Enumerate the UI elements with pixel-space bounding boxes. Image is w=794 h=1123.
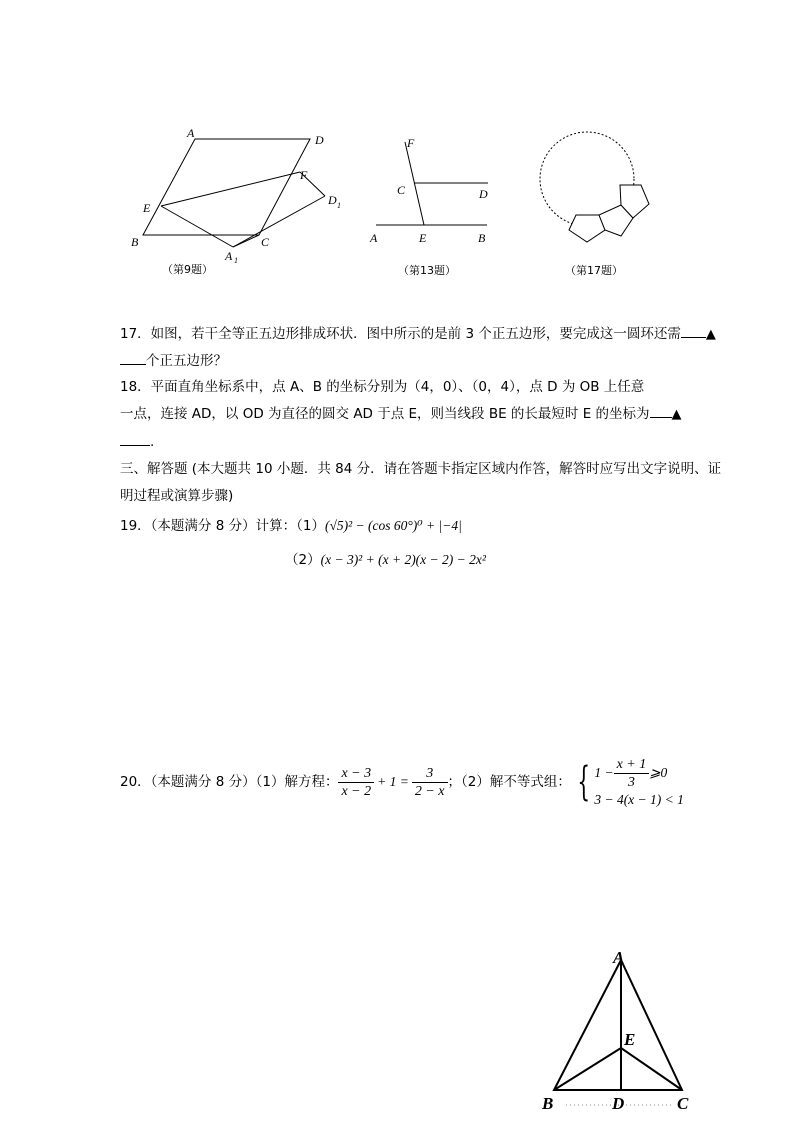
q20-separator: ；（2）解不等式组： — [447, 774, 571, 790]
q18-line1: 18．平面直角坐标系中，点 A、B 的坐标分别为（4，0）、（0，4），点 D 为 OB 上任意 — [120, 379, 645, 395]
system-brace: { — [577, 759, 590, 805]
figure-17 — [535, 128, 655, 258]
section-3-heading-cont: 明过程或演算步骤) — [120, 488, 234, 504]
segment-ea1 — [161, 206, 233, 247]
segment-a1c — [233, 235, 259, 247]
q20-head: 20．（本题满分 8 分）（1）解方程： — [120, 774, 339, 790]
question-19-part-2 — [285, 551, 486, 569]
fraction-denominator: 2 − x — [414, 783, 445, 799]
q20-equation-middle: + 1 = — [377, 774, 409, 789]
triangle-figure — [540, 945, 700, 1115]
label-f: F — [407, 136, 415, 150]
q17-line2 — [120, 352, 227, 370]
q19-sub2: （2） — [285, 552, 321, 568]
segment-ef — [161, 172, 300, 206]
label-e: E — [419, 231, 427, 245]
inequality-2: 3 − 4(x − 1) < 1 — [594, 791, 684, 807]
label-d1-sub: 1 — [337, 201, 341, 210]
triangle-abc — [554, 960, 682, 1090]
label-a: A — [187, 126, 195, 140]
question-20 — [120, 756, 684, 807]
q20-fraction-1 — [338, 765, 374, 800]
label-b: B — [131, 235, 139, 249]
label-d: D — [315, 133, 324, 147]
q17-line1: 17．如图，若干全等正五边形排成环状．图中所示的是前 3 个正五边形，要完成这一圆环还需 — [120, 326, 681, 342]
q20-fraction-2 — [412, 765, 448, 800]
question-19 — [120, 517, 462, 535]
label-a: A — [370, 231, 378, 245]
q18-blank-end — [650, 405, 672, 418]
section-3-heading: 三、解答题 (本大题共 10 小题．共 84 分．请在答题卡指定区域内作答，解答时应写出文字说明、证 — [120, 461, 722, 477]
label-b: B — [478, 231, 486, 245]
caption-fig13: （第13题） — [398, 264, 456, 277]
fraction-denominator: x − 2 — [341, 783, 372, 799]
inequality-1-fraction — [614, 756, 650, 791]
q19-expression-1: (√5)² − (cos 60°)⁰ + |−4| — [324, 518, 462, 533]
label-c: C — [397, 183, 406, 197]
segment-a1d1 — [233, 196, 325, 247]
q18-line3 — [120, 433, 154, 451]
pentagon-1 — [569, 215, 605, 242]
parallelogram-abcd — [143, 139, 310, 235]
inequality-1 — [594, 756, 684, 791]
label-a1: A — [225, 249, 233, 263]
caption-fig9: （第9题） — [162, 263, 213, 276]
q17-line2-text: 个正五边形？ — [146, 353, 227, 369]
q18-line3-text: . — [150, 434, 155, 450]
q18-line2-text: 一点，连接 AD，以 OD 为直径的圆交 AD 于点 E，则当线段 BE 的长最短时 E 的坐标为 — [120, 406, 650, 422]
label-d: D — [479, 187, 488, 201]
answer-marker: ▲ — [705, 327, 716, 342]
fraction-numerator: 3 — [412, 765, 448, 783]
label-e: E — [143, 201, 151, 215]
figure-13 — [362, 130, 502, 250]
label-e: E — [624, 1030, 636, 1049]
q18-blank-start — [120, 433, 150, 446]
q17-blank-end — [681, 325, 706, 338]
fraction-denominator: 3 — [627, 774, 635, 790]
answer-marker: ▲ — [671, 407, 682, 422]
inequality-1-suffix: ⩾0 — [649, 765, 668, 780]
label-a: A — [613, 948, 625, 967]
figure-9 — [125, 122, 355, 282]
inequality-system — [594, 756, 684, 809]
label-d: D — [612, 1094, 625, 1113]
caption-fig17: （第17题） — [565, 264, 623, 277]
label-d1: D — [328, 193, 337, 207]
label-c: C — [261, 235, 270, 249]
q17-blank-start — [120, 352, 146, 365]
label-f: F — [300, 168, 308, 182]
q19-head: 19．（本题满分 8 分）计算：（1） — [120, 518, 325, 534]
label-b: B — [542, 1094, 554, 1113]
inequality-1-prefix: 1 − — [594, 765, 614, 780]
label-c: C — [677, 1094, 689, 1113]
fraction-numerator: x + 1 — [614, 756, 650, 774]
question-17 — [120, 325, 716, 344]
q19-expression-2: (x − 3)² + (x + 2)(x − 2) − 2x² — [320, 552, 486, 567]
label-a1-sub: 1 — [234, 256, 238, 265]
q18-line2 — [120, 405, 682, 424]
fraction-numerator: x − 3 — [338, 765, 374, 783]
